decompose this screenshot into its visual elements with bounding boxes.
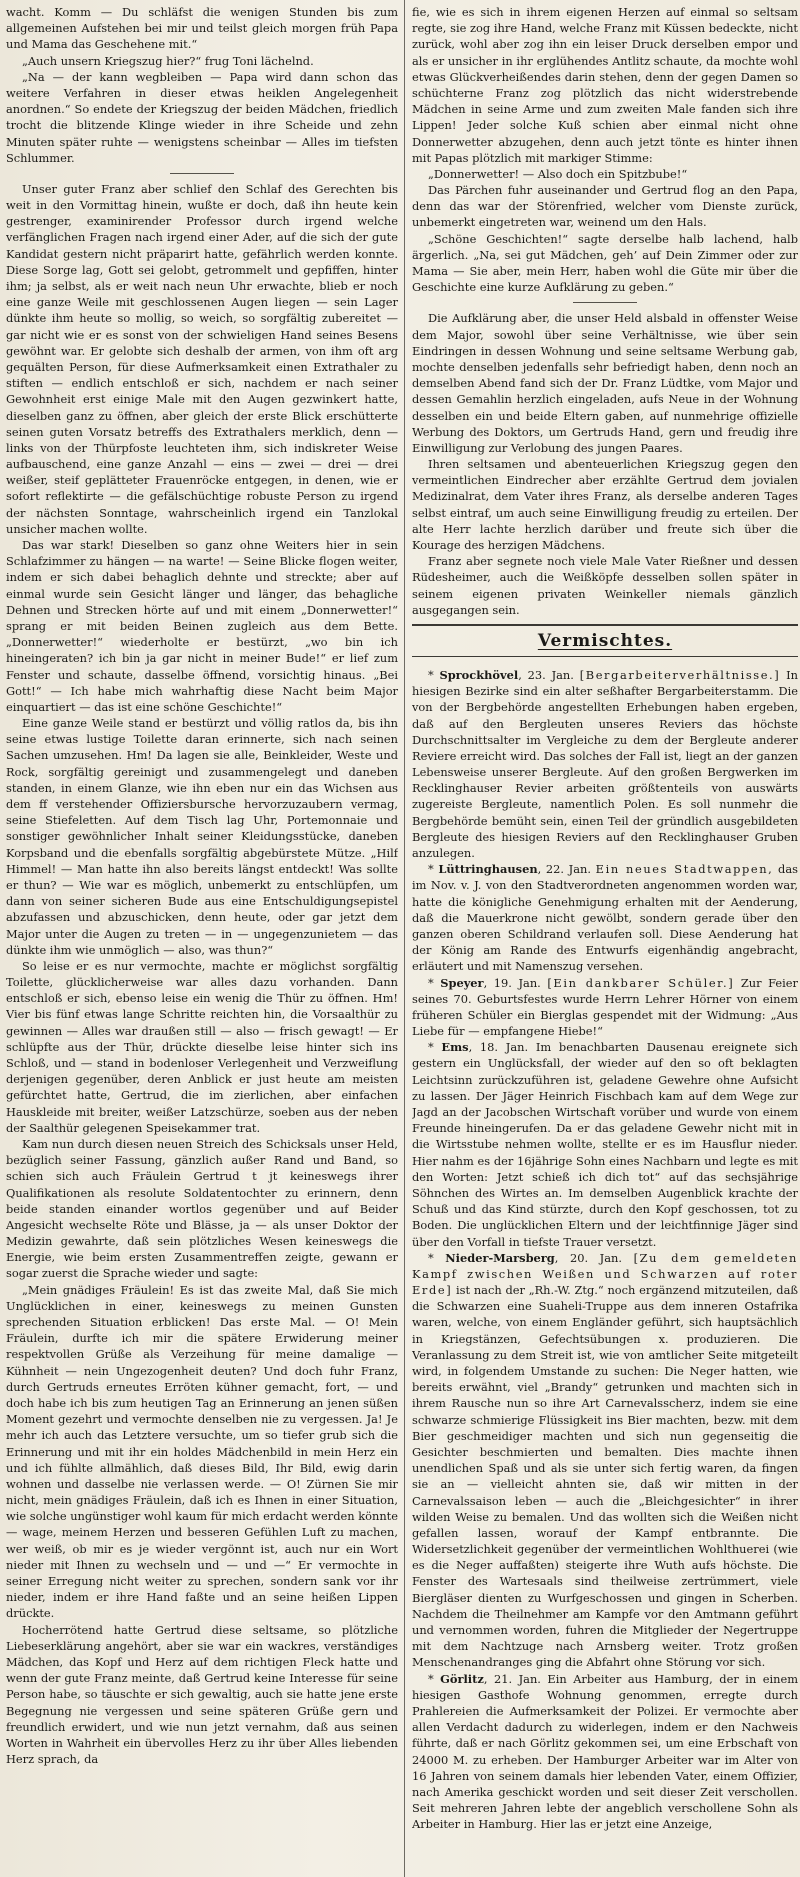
news-item: * Lüttringhausen, 22. Jan. Ein neues Stadtwappen, das im Nov. v. J. von den Stadtverordneten angenommen worden war, hatte die königliche Genehmigung erhalten mit der Aenderung, daß die Mauerkrone nicht gewölbt, sondern gerade über den ganzen oberen Schildrand verlaufen soll. Diese Aenderung hat der König am Rande des Entwurfs eigenhändig angebracht, erläutert und mit Namenszug versehen.	[412, 862, 798, 974]
story-paragraph: wacht. Komm — Du schläfst die wenigen Stunden bis zum allgemeinen Aufstehen bei mir und teilst gleich morgen früh Papa und Mama das Geschehene mit.“	[6, 5, 398, 52]
news-place: Lüttringhausen	[438, 862, 538, 877]
story-paragraph: „Na — der kann wegbleiben — Papa wird dann schon das weitere Verfahren in dieser etwas heiklen Angelegenheit anordnen.“ So endete der Kriegszug der beiden Mädchen, friedlich trocht die blitzende Klinge wieder in ihre Scheide und zehn Minuten später ruhte — wenigstens scheinbar — Alles im tiefsten Schlummer.	[6, 69, 398, 165]
story-paragraph: „Mein gnädiges Fräulein! Es ist das zweite Mal, daß Sie mich Unglücklichen in einer, keineswegs zu meinen Gunsten sprechenden Situation erblicken! Das erste Mal. — O! Mein Fräulein, durfte ich mir die spätere Erwiderung meiner respektvollen Grüße als Verzeihung für meine damalige — Kühnheit — nein Ungezogenheit deuten? Und doch fuhr Franz, durch Gertruds erneutes Erröten kühner gemacht, fort, — und doch habe ich bis zum heutigen Tag an Erinnerung an jenen süßen Moment gezehrt und vermochte denselben nie zu vergessen. Ja! Je mehr ich auch das Letztere versuchte, um so tiefer grub sich die Erinnerung und mit ihr ein holdes Mädchenbild in mein Herz ein und ich fühlte allmählich, daß dieses Bild, Ihr Bild, ewig darin wohnen und dasselbe nie verlassen werde. — O! Zürnen Sie mir nicht, mein gnädiges Fräulein, daß ich es Ihnen in einer Situation, wie solche ungünstiger wohl kaum für mich erdacht werden könnte — wage, meinem Herzen und besseren Gefühlen Luft zu machen, wer weiß, ob mir es je wieder vergönnt ist, auch nur ein Wort nieder mit Ihnen zu wechseln und — und —“ Er vermochte in seiner Erregung nicht weiter zu sprechen, sondern sank vor ihr nieder, indem er ihre Hand faßte und an seine heißen Lippen drückte.	[6, 1282, 398, 1621]
news-place: Görlitz	[440, 1671, 484, 1686]
story-paragraph: Die Aufklärung aber, die unser Held alsbald in offenster Weise dem Major, sowohl über seine Verhältnisse, wie über sein Eindringen in dessen Wohnung und seine seltsame Werbung gab, mochte denselben jedenfalls sehr befriedigt haben, denn noch an demselben Abend fand sich der Dr. Franz Lüdtke, vom Major und dessen Gemahlin herzlich eingeladen, aufs Neue in der Wohnung desselben ein und beide Eltern gaben, auf nunmehrige offizielle Werbung des Doktors, um Gertruds Hand, gern und freudig ihre Einwilligung zur Verlobung des jungen Paares.	[412, 311, 798, 455]
left-column	[6, 4, 398, 1870]
story-paragraph: „Schöne Geschichten!“ sagte derselbe halb lachend, halb ärgerlich. „Na, sei gut Mädchen, geh’ auf Dein Zimmer oder zur Mama — Sie aber, mein Herr, haben wohl die Güte mir über die Geschichte eine kurze Aufklärung zu geben.“	[412, 231, 798, 295]
section-divider	[573, 302, 637, 303]
news-text: Zur Feier seines 70. Geburtsfestes wurde Herrn Lehrer Hörner von einem früheren Schüler ein Bierglas gespendet mit der Widmung: „Aus Liebe für — empfangene Hiebe!“	[412, 975, 798, 1039]
section-divider	[170, 173, 234, 174]
news-headline: [Ein dankbarer Schüler.]	[547, 975, 735, 990]
story-paragraph: „Auch unsern Kriegszug hier?“ frug Toni lächelnd.	[21, 53, 314, 68]
story-paragraph: Das Pärchen fuhr auseinander und Gertrud flog an den Papa, denn das war der Störenfried, welcher vom Dienste zurück, unbemerkt eingetreten war, weinend um den Hals.	[412, 183, 798, 230]
news-date: , 23. Jan.	[518, 667, 580, 682]
news-date: , 22. Jan.	[537, 862, 596, 877]
story-paragraph: Kam nun durch diesen neuen Streich des Schicksals unser Held, bezüglich seiner Fassung, gänzlich außer Rand und Band, so schien sich auch Fräulein Gertrud t jt keineswegs ihrer Qualifikationen als resolute Soldatentochter zu erinnern, denn beide standen einander wortlos gegenüber und auf Beider Angesicht wechselte Röte und Blässe, ja — als unser Doktor der Medizin gewahrte, daß sein plötzliches Wesen keineswegs die Energie, wie beim ersten Zusammentreffen zeigte, gewann er sogar zuerst die Sprache wieder und sagte:	[6, 1136, 398, 1281]
news-item: * Görlitz, 21. Jan. Ein Arbeiter aus Hamburg, der in einem hiesigen Gasthofe Wohnung genommen, erregte durch Prahlereien die Aufmerksamkeit der Polizei. Er vermochte aber allen Verdacht dadurch zu widerlegen, indem er den Nachweis führte, daß er nach Görlitz gekommen sei, um eine Erbschaft von 24000 M. zu erheben. Der Hamburger Arbeiter war im Alter von 16 Jahren von seinem damals hier lebenden Vater, einem Offizier, nach Amerika geschickt worden und seit dieser Zeit verschollen. Seit mehreren Jahren lebte der angeblich verschollene Sohn als Arbeiter in Hamburg. Hier las er jetzt eine Anzeige,	[412, 1671, 798, 1832]
news-text: das im Nov. v. J. von den Stadtverordneten angenommen worden war, hatte die königliche Genehmigung erhalten mit der Aenderung, daß die Mauerkrone nicht gewölbt, sondern gerade über den ganzen oberen Schildrand verlaufen soll. Diese Aenderung hat der König am Rande des Entwurfs eigenhändig angebracht, erläutert und mit Namenszug versehen.	[412, 862, 798, 974]
story-paragraph: So leise er es nur vermochte, machte er möglichst sorgfältig Toilette, glücklicherweise war alles dazu vorhanden. Dann entschloß er sich, ebenso leise ein wenig die Thür zu öffnen. Hm! Vier bis fünf etwas lange Schritte reichten hin, die Vorsaalthür zu gewinnen — Alles war draußen still — also — frisch gewagt! — Er schlüpfte aus der Thür, drückte dieselbe leise hinter sich ins Schloß, und — stand in bodenloser Verlegenheit und Verzweiflung derjenigen gegenüber, deren Anblick er just heute am meisten gefürchtet hatte, Gertrud, die im zierlichen, aber einfachen Hauskleide mit breiter, weißer Latzschürze, soeben aus der neben der Saalthür gelegenen Speisekammer trat.	[6, 958, 398, 1135]
section-rule	[412, 624, 798, 626]
story-paragraph: Eine ganze Weile stand er bestürzt und völlig ratlos da, bis ihn seine etwas lustige Toilette daran erinnerte, sich nach seinen Sachen umzusehen. Hm! Da lagen sie alle, Beinkleider, Weste und Rock, sorgfältig gereinigt und zusammengelegt und daneben standen, in einem Glanze, wie ihn eben nur ein das Wichsen aus dem ff verstehender Offiziersbursche hervorzuzaubern vermag, seine Stiefeletten. Auf dem Tisch lag Uhr, Portemonnaie und sonstiger gewöhnlicher Inhalt seiner Kleidungsstücke, daneben Korpsband und die ebenfalls sorgfältig abgebürstete Mütze. „Hilf Himmel! — Man hatte ihn also bereits längst entdeckt! Was sollte er thun? — Wie war es möglich, unbemerkt zu entschlüpfen, um dann von seiner sicheren Bude aus eine Entschuldigungsepistel abzufassen und abzuschicken, denn heute, oder gar jetzt dem Major unter die Augen zu treten — in — ungegenzunietem — das dünkte ihm wie unmöglich — also, was thun?“	[6, 716, 398, 957]
story-paragraph: Das war stark! Dieselben so ganz ohne Weiters hier in sein Schlafzimmer zu hängen — na warte! — Seine Blicke flogen weiter, indem er sich dabei behaglich dehnte und streckte; aber auf einmal wurde sein Gesicht länger und länger, das behagliche Dehnen und Strecken hörte auf und mit einem „Donnerwetter!“ sprang er mit beiden Beinen zugleich aus dem Bette. „Donnerwetter!“ wiederholte er bestürzt, „wo bin ich hineingeraten? ich bin ja gar nicht in meiner Bude!“ er lief zum Fenster und schaute, dasselbe öffnend, vorsichtig hinaus. „Bei Gott!“ — Ich habe mich wahrhaftig diese Nacht beim Major einquartiert — das ist eine schöne Geschichte!“	[6, 538, 398, 714]
right-column	[412, 4, 798, 1870]
news-text: Im benachbarten Dausenau ereignete sich gestern ein Unglücksfall, der wieder auf den so oft beklagten Leichtsinn zurückzuführen ist, geladene Gewehre ohne Aufsicht zu lassen. Der Jäger Heinrich Fischbach kam auf dem Wege zur Jagd an der Jacobschen Wirtschaft vorüber und wurde von einem Freunde hineingerufen. Da er das geladene Gewehr nicht mit in die Wirtsstube nehmen wollte, stellte er es im Hausflur nieder. Hier nahm es der 16jährige Sohn eines Nachbarn und legte es mit den Worten: Jetzt schieß ich dich tot“ auf das sechsjährige Söhnchen des Wirtes an. Im demselben Augenblick krachte der Schuß und das Kind stürzte, durch den Kopf geschossen, tot zu Boden. Die unglücklichen Eltern und der leichtfinnige Jäger sind über den Vorfall in tiefste Trauer versetzt.	[412, 1040, 798, 1249]
story-paragraph: Ihren seltsamen und abenteuerlichen Kriegszug gegen den vermeintlichen Eindrecher aber erzählte Gertrud dem jovialen Medizinalrat, dem Vater ihres Franz, als derselbe anderen Tages selbst eintraf, um auch seine Einwilligung freudig zu erteilen. Der alte Herr lachte herzlich darüber und freute sich über die Kourage des herzigen Mädchens.	[412, 457, 798, 552]
news-headline: [Bergarbeiterverhältnisse.]	[579, 667, 781, 682]
news-item: * Sprockhövel, 23. Jan. [Bergarbeiterverhältnisse.] In hiesigen Bezirke sind ein alter seßhafter Bergarbeiterstamm. Die von der Bergbehörde angestellten Erhebungen haben ergeben, daß auf den Bergleuten unseres Reviers das höchste Durchschnittsalter im Vergleiche zu dem der Bergleute anderer Reviere erreicht wird. Das solches der Fall ist, liegt an der ganzen Lebensweise unserer Bergleute. Auf den großen Bergwerken im Recklinghauser Revier arbeiten größtenteils von auswärts zugereiste Bergleute, namentlich Polen. Es soll nunmehr die Bergbehörde bemüht sein, einen Teil der gründlich ausgebildeten Bergleute des hiesigen Reviers auf den Recklinghauser Gruben anzulegen.	[412, 667, 798, 860]
news-headline: [Zu dem gemeldeten Kampf zwischen Weißen und Schwarzen auf roter Erde]	[412, 1250, 798, 1298]
news-text: In hiesigen Bezirke sind ein alter seßhafter Bergarbeiterstamm. Die von der Bergbehörde angestellten Erhebungen haben ergeben, daß auf den Bergleuten unseres Reviers das höchste Durchschnittsalter im Vergleiche zu dem der Bergleute anderer Reviere erreicht wird. Das solches der Fall ist, liegt an der ganzen Lebensweise unserer Bergleute. Auf den großen Bergwerken im Recklinghauser Revier arbeiten größtenteils von auswärts zugereiste Bergleute, namentlich Polen. Es soll nunmehr die Bergbehörde bemüht sein, einen Teil der gründlich ausgebildeten Bergleute des hiesigen Reviers auf den Recklinghauser Gruben anzulegen.	[412, 667, 798, 860]
story-paragraph: Franz aber segnete noch viele Male Vater Rießner und dessen Rüdesheimer, auch die Weißköpfe desselben sollen später in seinem eigenen privaten Weinkeller niemals gänzlich ausgegangen sein.	[412, 554, 798, 617]
column-rule	[404, 0, 405, 1877]
news-place: Nieder-Marsberg	[445, 1250, 555, 1265]
news-item: * Ems, 18. Jan. Im benachbarten Dausenau ereignete sich gestern ein Unglücksfall, der wieder auf den so oft beklagten Leichtsinn zurückzuführen ist, geladene Gewehre ohne Aufsicht zu lassen. Der Jäger Heinrich Fischbach kam auf dem Wege zur Jagd an der Jacobschen Wirtschaft vorüber und wurde von einem Freunde hineingerufen. Da er das geladene Gewehr nicht mit in die Wirtsstube nehmen wollte, stellte er es im Hausflur nieder. Hier nahm es der 16jährige Sohn eines Nachbarn und legte es mit den Worten: Jetzt schieß ich dich tot“ auf das sechsjährige Söhnchen des Wirtes an. Im demselben Augenblick krachte der Schuß und das Kind stürzte, durch den Kopf geschossen, tot zu Boden. Die unglücklichen Eltern und der leichtfinnige Jäger sind über den Vorfall in tiefste Trauer versetzt.	[412, 1040, 798, 1249]
section-rule	[412, 656, 798, 657]
news-date: , 19. Jan.	[483, 975, 548, 990]
news-headline: Ein neues Stadtwappen,	[595, 862, 774, 877]
story-paragraph: fie, wie es sich in ihrem eigenen Herzen auf einmal so seltsam regte, sie zog ihre Hand, welche Franz mit Küssen bedeckte, nicht zurück, wohl aber zog ihn ein leiser Druck derselben empor und als er unsicher in ihr erglühendes Antlitz schaute, da mochte wohl etwas Glückverheißendes darin stehen, denn der gegen Damen so schüchterne Franz zog plötzlich das nicht widerstrebende Mädchen in seine Arme und zum zweiten Male fanden sich ihre Lippen! Jeder solche Kuß schien aber einmal nicht ohne Donnerwetter abzugehen, denn auch jetzt tönte es hinter ihnen mit Papas plötzlich mit markiger Stimme:	[412, 5, 798, 165]
news-text: ist nach der „Rh.-W. Ztg.“ noch ergänzend mitzuteilen, daß die Schwarzen eine Suaheli-Truppe aus dem inneren Ostafrika waren, welche, von einem Engländer geführt, sich hauptsächlich in Kriegstänzen, Gefechtsübungen x. produzieren. Die Veranlassung zu dem Streit ist, wie von amtlicher Seite mitgeteilt wird, in folgendem Umstande zu suchen: Die Neger hatten, wie bereits erwähnt, viel „Brandy“ getrunken und machten sich in ihrem Rausche nun so ihre Art Carnevalsscherz, indem sie eine schwarze schmierige Flüssigkeit ins Bier machten, bezw. mit dem Bier geschmeidiger machten und sich nun gegenseitig die Gesichter beschmierten und bemalten. Dies machte ihnen unendlichen Spaß und als sie unter sich fertig waren, da fingen sie an — vielleicht ahnten sie, daß wir mitten in der Carnevalssaison leben — auch die „Bleichgesichter“ in ihrer wilden Weise zu bemalen. Und das wollten sich die Weißen nicht gefallen lassen, worauf der Kampf entbrannte. Die Widersetzlichkeit gegenüber der vermeintlichen Wohlthuerei (wie es die Neger auffaßten) steigerte ihre Wuth aufs höchste. Die Fenster des Wartesaals sind theilweise zertrümmert, viele Biergläser dienten zu Wurfgeschossen und gingen in Scherben. Nachdem die Theilnehmer am Kampfe vor den Amtmann geführt und vernommen worden, fuhren die Mitglieder der Negertruppe mit dem Nachtzuge nach Arnsberg weiter. Trotz großen Menschenandranges ging die Abfahrt ohne Störung vor sich.	[412, 1283, 798, 1670]
news-text: Ein Arbeiter aus Hamburg, der in einem hiesigen Gasthofe Wohnung genommen, erregte durch Prahlereien die Aufmerksamkeit der Polizei. Er vermochte aber allen Verdacht dadurch zu widerlegen, indem er den Nachweis führte, daß er nach Görlitz gekommen sei, um eine Erbschaft von 24000 M. zu erheben. Der Hamburger Arbeiter war im Alter von 16 Jahren von seinem damals hier lebenden Vater, einem Offizier, nach Amerika geschickt worden und seit dieser Zeit verschollen. Seit mehreren Jahren lebte der angeblich verschollene Sohn als Arbeiter in Hamburg. Hier las er jetzt eine Anzeige,	[412, 1671, 798, 1832]
news-place: Speyer	[440, 975, 484, 990]
news-item: * Nieder-Marsberg, 20. Jan. [Zu dem gemeldeten Kampf zwischen Weißen und Schwarzen auf roter Erde] ist nach der „Rh.-W. Ztg.“ noch ergänzend mitzuteilen, daß die Schwarzen eine Suaheli-Truppe aus dem inneren Ostafrika waren, welche, von einem Engländer geführt, sich hauptsächlich in Kriegstänzen, Gefechtsübungen x. produzieren. Die Veranlassung zu dem Streit ist, wie von amtlicher Seite mitgeteilt wird, in folgendem Umstande zu suchen: Die Neger hatten, wie bereits erwähnt, viel „Brandy“ getrunken und machten sich in ihrem Rausche nun so ihre Art Carnevalsscherz, indem sie eine schwarze schmierige Flüssigkeit ins Bier machten, bezw. mit dem Bier geschmeidiger machten und sich nun gegenseitig die Gesichter beschmierten und bemalten. Dies machte ihnen unendlichen Spaß und als sie unter sich fertig waren, da fingen sie an — vielleicht ahnten sie, daß wir mitten in der Carnevalssaison leben — auch die „Bleichgesichter“ in ihrer wilden Weise zu bemalen. Und das wollten sich die Weißen nicht gefallen lassen, worauf der Kampf entbrannte. Die Widersetzlichkeit gegenüber der vermeintlichen Wohlthuerei (wie es die Neger auffaßten) steigerte ihre Wuth aufs höchste. Die Fenster des Wartesaals sind theilweise zertrümmert, viele Biergläser dienten zu Wurfgeschossen und gingen in Scherben. Nachdem die Theilnehmer am Kampfe vor den Amtmann geführt und vernommen worden, fuhren die Mitglieder der Negertruppe mit dem Nachtzuge nach Arnsberg weiter. Trotz großen Menschenandranges ging die Abfahrt ohne Störung vor sich.	[412, 1250, 798, 1670]
news-date: , 18. Jan.	[468, 1040, 536, 1055]
news-date: , 20. Jan.	[554, 1250, 634, 1265]
story-paragraph: „Donnerwetter! — Also doch ein Spitzbube!“	[427, 166, 688, 181]
news-item: * Speyer, 19. Jan. [Ein dankbarer Schüler.] Zur Feier seines 70. Geburtsfestes wurde Herrn Lehrer Hörner von einem früheren Schüler ein Bierglas gespendet mit der Widmung: „Aus Liebe für — empfangene Hiebe!“	[412, 975, 798, 1039]
section-heading: Vermischtes.	[537, 630, 673, 651]
news-place: Sprockhövel	[439, 667, 519, 682]
story-paragraph: Hocherrötend hatte Gertrud diese seltsame, so plötzliche Liebeserklärung angehört, aber sie war ein wackres, verständiges Mädchen, das Kopf und Herz auf dem richtigen Fleck hatte und wenn der gute Franz meinte, daß Gertrud keine Interesse für seine Person habe, so täuschte er sich gewaltig, auch sie hatte jene erste Begegnung nie vergessen und seine späteren Grüße gern und freundlich erwidert, und wie nun jetzt vernahm, daß aus seinen Worten in Wahrheit ein übervolles Herz zu ihr über Alles liebenden Herz sprach, da	[6, 1622, 398, 1767]
news-date: , 21. Jan.	[483, 1671, 548, 1686]
story-paragraph: Unser guter Franz aber schlief den Schlaf des Gerechten bis weit in den Vormittag hinein, wußte er doch, daß ihn heute kein gestrenger, examinirender Professor durch irgend welche verfänglichen Fragen nach irgend einer Ader, auf die sich der gute Kandidat gestern nicht präparirt hatte, gefährlich werden konnte. Diese Sorge lag, Gott sei gelobt, getrommelt und gepfiffen, hinter ihm; ja selbst, als er weit nach neun Uhr erwachte, blieb er noch eine ganze Weile mit geschlossenen Augen liegen — sein Lager dünkte ihm heute so mollig, so weich, so sorgfältig zubereitet — gar nicht wie er es sonst von der schwieligen Hand seines Besens gewöhnt war. Er gelobte sich deshalb der armen, von ihm oft arg gequälten Person, für diese Aufmerksamkeit einen Extrathaler zu stiften — endlich entschloß er sich, nachdem er nach seiner Gewohnheit erst einige Male mit den Augen gezwinkert hatte, dieselben ganz zu öffnen, aber gleich der erste Blick erschütterte seinen guten Vorsatz betreffs des Extrathalers merklich, denn — links von der Thürpfoste leuchteten ihm, sich indiskreter Weise aufbauschend, eine ganze Anzahl — eins — zwei — drei — drei weißer, steif geplätteter Frauenröcke entgegen, in denen, wie er sofort reflektirte — die gefälschüchtige robuste Person zu irgend der nächsten Sonntage, wahrscheinlich irgend ein Tanzlokal unsicher machen wollte.	[6, 181, 398, 536]
news-place: Ems	[441, 1040, 469, 1055]
